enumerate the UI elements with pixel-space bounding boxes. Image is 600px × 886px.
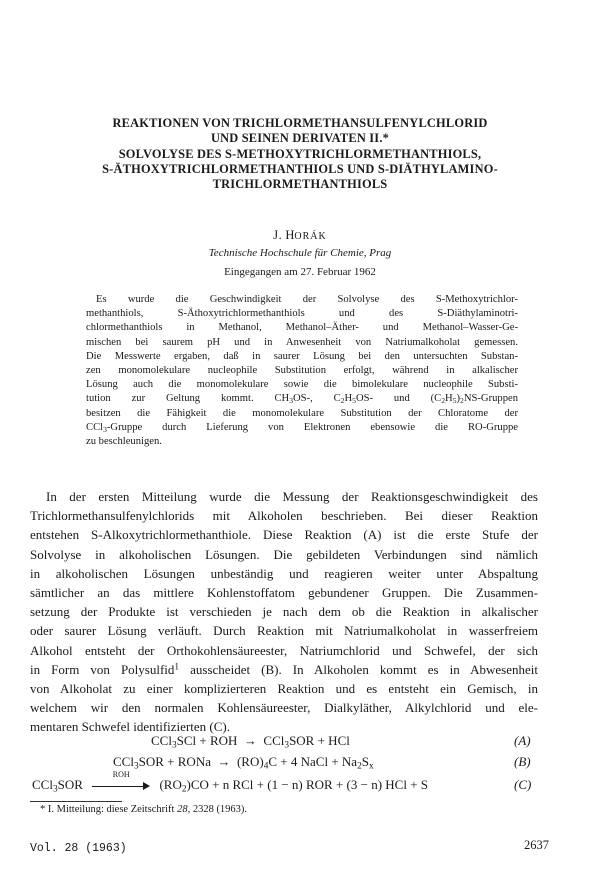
body-line: In der ersten Mitteilung wurde die Messung der Reaktionsgeschwindigkeit des bbox=[46, 489, 538, 504]
equation-b: CCl$_3$SOR + RONa → $(RO)_4C + 4$ NaCl + $Na_2S_x$ bbox=[113, 754, 374, 772]
author-name bbox=[0, 228, 600, 243]
formula-c2h5os: $C_2H_5OS-$ und bbox=[333, 393, 431, 406]
body-line: von Alkoholat zu einer komplizierteren Reaktion und es entsteht ein Gemisch, in bbox=[30, 681, 538, 697]
abstract-line: Lösung auch die monomolekulare sowie die bimolekulare nucleophile Substi- bbox=[86, 379, 518, 391]
body-line: setzung der Produkte ist verschieden je nach dem ob die Reaktion in alkalischer bbox=[30, 604, 538, 620]
abstract-text: tution zur Geltung kommt. bbox=[86, 393, 254, 405]
title-line: TRICHLORMETHANTHIOLS bbox=[212, 177, 388, 192]
equation-c-label: (C) bbox=[514, 777, 532, 792]
body-line: oder saurer Lösung verläuft. Durch Reaktion mit Natriumalkoholat in wasserfreiem bbox=[30, 623, 538, 639]
footnote-ref: 1 bbox=[174, 662, 180, 673]
equation-b-label: (B) bbox=[514, 754, 531, 769]
equation-a-label: (A) bbox=[514, 733, 531, 748]
body-line: mentaren Schwefel identifizierten (C). bbox=[30, 719, 230, 735]
abstract-line: Es wurde die Geschwindigkeit der Solvolyse des S-Methoxytrichlor- bbox=[96, 294, 518, 305]
footnote-divider bbox=[30, 801, 122, 802]
author-initial: J. bbox=[273, 228, 283, 242]
title-line: S-ÄTHOXYTRICHLORMETHANTHIOLS UND S-DIÄTHYLAMINO- bbox=[102, 161, 498, 176]
abstract-line: chlormethanthiols in Methanol, Methanol–Äther- und Methanol–Wasser-Ge- bbox=[86, 322, 518, 334]
body-line: Solvolyse in alkoholischen Lösungen. Die gebildeten Verbindungen sind nämlich bbox=[30, 546, 538, 562]
body-line: Alkohol entsteht der Orthokohlensäureester, Natriumchlorid und Schwefel, der sich bbox=[30, 642, 538, 658]
title-line: UND SEINEN DERIVATEN II.* bbox=[210, 131, 390, 146]
body-line: Trichlormethansulfenylchlorids mit Alkoholen beschrieben. Bei dieser Reaktion bbox=[30, 508, 538, 524]
abstract-line: besitzen die Fähigkeit die monomolekulare Substitution der Chloratome der bbox=[86, 407, 518, 419]
formula-ch3os: $CH_3OS-$, bbox=[274, 393, 334, 406]
body-line: in alkoholischen Lösungen unbeständig und reagieren weiter unter Abspaltung bbox=[30, 565, 538, 581]
body-text bbox=[30, 487, 538, 737]
title-line: SOLVOLYSE DES S-METHOXYTRICHLORMETHANTHIOLS, bbox=[118, 146, 482, 161]
abstract-line: CCl$_3$-Gruppe durch Lieferung von Elektronen ebensowie die RO-Gruppe bbox=[86, 421, 518, 434]
author-surname-rest: ORÁK bbox=[294, 231, 327, 242]
body-line: entstehen S-Alkoxytrichlormethanthiole. Diese Reaktion (A) ist die erste Stufe der bbox=[30, 527, 538, 543]
formula-ccl3: CCl$_3$ bbox=[86, 421, 107, 434]
title-line: REAKTIONEN VON TRICHLORMETHANSULFENYLCHLORID bbox=[112, 116, 488, 130]
abstract bbox=[86, 293, 518, 449]
abstract-line: zu beschleunigen. bbox=[86, 436, 162, 448]
equation-a: CCl$_3$SCl + ROH → CCl$_3$SOR + HCl bbox=[151, 733, 350, 751]
equation-c: CCl$_3$SOR ROH $(RO_2)CO + n$ RCl + (1 − n) ROR + (3 − n) HCl + S bbox=[32, 770, 429, 795]
arrow-label: ROH bbox=[112, 770, 130, 780]
reaction-arrow-icon bbox=[92, 770, 150, 793]
author-surname-first: H bbox=[285, 228, 295, 242]
body-line: in Form von Polysulfid$^1$ ausscheidet (B). In Alkoholen kommt es in Abwesenheit bbox=[30, 661, 538, 677]
abstract-line: methanthiols, S-Äthoxytrichlormethanthiols und des S-Diäthylaminotri- bbox=[86, 308, 518, 320]
footnote: * I. Mitteilung: diese Zeitschrift 28, 2328 (1963). bbox=[40, 804, 248, 815]
body-line: sämtlicher an das mittlere Kohlenstoffatom gebundener Gruppen. Die Zusammen- bbox=[30, 585, 538, 601]
abstract-line: Die Messwerte ergaben, daß in saurer Lösung bei den untersuchten Substan- bbox=[86, 350, 518, 362]
journal-volume: Vol. 28 (1963) bbox=[30, 842, 127, 855]
formula-diethylamino: $(C_2H_5)_2NS$-Gruppen bbox=[430, 393, 518, 406]
abstract-line: zen monomolekulare nucleophile Substitution erfolgt, während in alkalischer bbox=[86, 365, 518, 377]
abstract-line bbox=[86, 392, 518, 406]
received-date: Eingegangen am 27. Februar 1962 bbox=[224, 266, 376, 278]
body-line: welchem wir den normalen Kohlensäureester, Dialkyläther, Alkylchlorid und ele- bbox=[30, 700, 538, 716]
author-affiliation: Technische Hochschule für Chemie, Prag bbox=[208, 247, 392, 259]
article-title bbox=[40, 116, 560, 192]
page-number: 2637 bbox=[524, 838, 549, 852]
abstract-line: mischen bei saurem pH und in Anwesenheit von Natriumalkoholat gemessen. bbox=[86, 336, 518, 348]
